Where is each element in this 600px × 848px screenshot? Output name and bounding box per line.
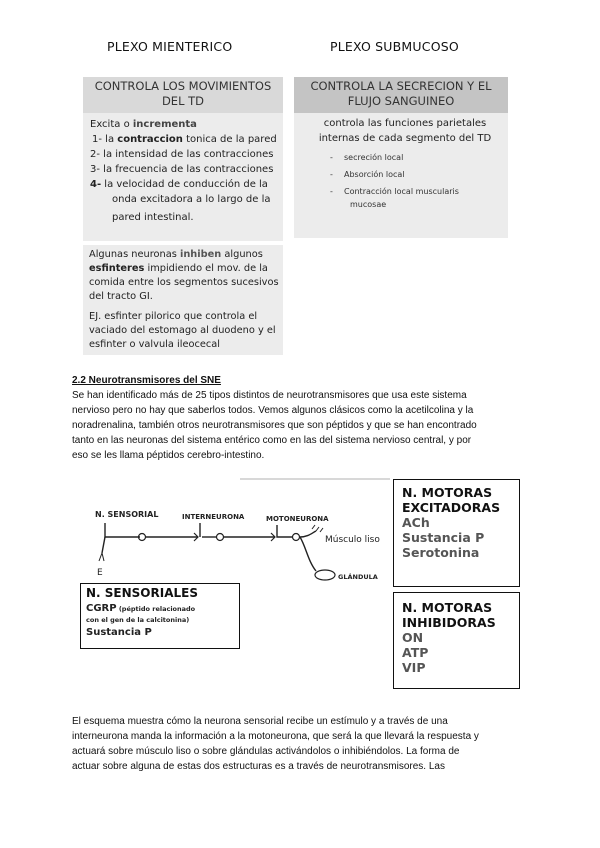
inhibidoras-title: INHIBIDORAS: [402, 615, 496, 630]
excitadoras-title: EXCITADORAS: [402, 500, 501, 515]
section-title: 2.2 Neurotransmisores del SNE: [72, 375, 221, 386]
excitadoras-title: N. MOTORAS: [402, 485, 493, 500]
section-paragraph: [72, 388, 542, 463]
sensoriales-box: [80, 583, 240, 649]
inhib-line: del tracto GI.: [89, 291, 153, 302]
nt-item: VIP: [402, 660, 426, 675]
inhibidoras-box: [393, 592, 520, 689]
inhib-line: comida entre los segmentos sucesivos: [89, 277, 279, 288]
item-text: la intensidad de las contracciones: [103, 149, 274, 160]
item-num: 1-: [92, 134, 102, 145]
moto-process: [277, 525, 292, 537]
left-column-title: PLEXO MIENTERICO: [107, 39, 233, 54]
left-box-content: [90, 117, 285, 225]
nt-item: ATP: [402, 645, 429, 660]
bullet-cont: mucosae: [350, 200, 387, 209]
right-header-line: FLUJO SANGUINEO: [347, 94, 455, 108]
left-box-header: [83, 77, 283, 113]
list-item: [90, 177, 285, 192]
cgrp-label: CGRP: [86, 603, 117, 614]
list-item: [90, 162, 285, 177]
moto-soma: [293, 534, 300, 541]
neuron-diagram: [80, 475, 400, 595]
bullet-text: Contracción local muscularis: [344, 187, 459, 196]
intro-text: Excita o: [90, 119, 133, 130]
inhibidoras-title: N. MOTORAS: [402, 600, 493, 615]
inhib-bold: inhiben: [179, 249, 222, 260]
inhib-text: Algunas neuronas: [89, 249, 180, 260]
item-num: 3-: [90, 164, 100, 175]
sensoriales-sust: Sustancia P: [86, 627, 152, 638]
list-item-cont: onda excitadora a lo largo de la: [112, 194, 271, 205]
bullet-text: secreción local: [344, 153, 404, 162]
label-motoneurona: MOTONEURONA: [266, 515, 329, 523]
cgrp-note: (péptido relacionado: [116, 605, 196, 613]
bullet-text: Absorción local: [344, 170, 405, 179]
moto-to-gland: [300, 537, 316, 571]
example-line: EJ. esfinter pilorico que controla el: [89, 311, 258, 322]
list-item-cont: pared intestinal.: [112, 212, 194, 223]
inhib-text: impidiendo el mov. de la: [144, 263, 268, 274]
paragraph-line: El esquema muestra cómo la neurona sensorial recibe un estímulo y a través de una: [72, 716, 448, 727]
paragraph-line: actuar sobre alguna de estas dos estructuras es a través de neurotransmisores. Las: [72, 761, 445, 772]
right-column-title: PLEXO SUBMUCOSO: [330, 39, 459, 54]
item-num: 2-: [90, 149, 100, 160]
paragraph-line: eso se les llama péptidos cerebro-intestino.: [72, 450, 265, 461]
paragraph-line: interneurona manda la información a la motoneurona, que será la que llevará la respuesta y: [72, 731, 479, 742]
paragraph-line: Se han identificado más de 25 tipos distintos de neurotransmisores que usa este sistema: [72, 390, 467, 401]
label-sensorial: N. SENSORIAL: [95, 510, 159, 519]
sensory-axon: [105, 523, 140, 537]
item-text: la frecuencia de las contracciones: [103, 164, 274, 175]
label-interneurona: INTERNEURONA: [182, 513, 245, 521]
sensory-ending: [99, 553, 104, 561]
nt-item: Serotonina: [402, 545, 480, 560]
bullet-item: - secreción local: [330, 153, 404, 162]
intro-bold: incrementa: [132, 119, 197, 130]
paragraph-line: actuará sobre músculo liso o sobre glándulas activándolos o inhibiéndolos. La forma de: [72, 746, 460, 757]
item-text: la velocidad de conducción de la: [104, 179, 268, 190]
paragraph-line: nervioso pero no hay que saberlos todos. Vemos algunos clásicos como la acetilcolina y la: [72, 405, 474, 416]
left-header-line: CONTROLA LOS MOVIMIENTOS: [94, 79, 272, 93]
item-num: 4-: [90, 179, 102, 190]
inter-soma: [217, 534, 224, 541]
item-text: la: [105, 134, 118, 145]
inhib-text: algunos: [221, 249, 263, 260]
cgrp-note-2: con el gen de la calcitonina): [86, 616, 190, 624]
sensory-ending-mark: E: [97, 568, 103, 578]
item-text: tonica de la pared: [182, 134, 277, 145]
list-item: [90, 132, 285, 147]
item-bold: contraccion: [117, 134, 183, 145]
inhib-line: [89, 262, 284, 276]
label-musculo: Músculo liso: [325, 535, 380, 545]
inhib-line: [89, 248, 284, 262]
paragraph-line: tanto en las neuronas del sistema entérico como en las del sistema nervioso central, y por: [72, 435, 472, 446]
sensoriales-cgrp: [86, 604, 195, 614]
excita-line: [90, 117, 285, 132]
right-box-intro: [300, 116, 510, 146]
list-item: [90, 147, 285, 162]
excitadoras-box: [393, 479, 520, 587]
closing-paragraph: [72, 714, 552, 774]
example-line: esfinter o valvula ileocecal: [89, 339, 220, 350]
right-header-line: CONTROLA LA SECRECION Y EL: [310, 79, 492, 93]
right-intro-line: controla las funciones parietales: [323, 118, 487, 129]
inhib-bold: esfinteres: [89, 263, 145, 274]
nt-item: ON: [402, 630, 424, 645]
muscle-fibers: [312, 525, 323, 532]
inhib-content: [89, 248, 284, 352]
moto-to-muscle: [300, 531, 316, 537]
sensory-dendrite: [102, 537, 105, 553]
right-bullets: [330, 151, 510, 211]
nt-item: ACh: [402, 515, 430, 530]
gland-shape: [315, 570, 335, 580]
sensoriales-title: N. SENSORIALES: [86, 586, 198, 600]
label-glandula: GLÁNDULA: [338, 573, 378, 581]
right-intro-line: internas de cada segmento del TD: [318, 133, 492, 144]
bullet-item: - Contracción local muscularis: [330, 187, 459, 196]
example-line: vaciado del estomago al duodeno y el: [89, 325, 276, 336]
paragraph-line: noradrenalina, también otros neurotransmisores que son péptidos y que se han encontrado: [72, 420, 477, 431]
right-box-header: [294, 77, 508, 113]
nt-item: Sustancia P: [402, 530, 485, 545]
left-header-line: DEL TD: [161, 94, 205, 108]
bullet-item: - Absorción local: [330, 170, 405, 179]
